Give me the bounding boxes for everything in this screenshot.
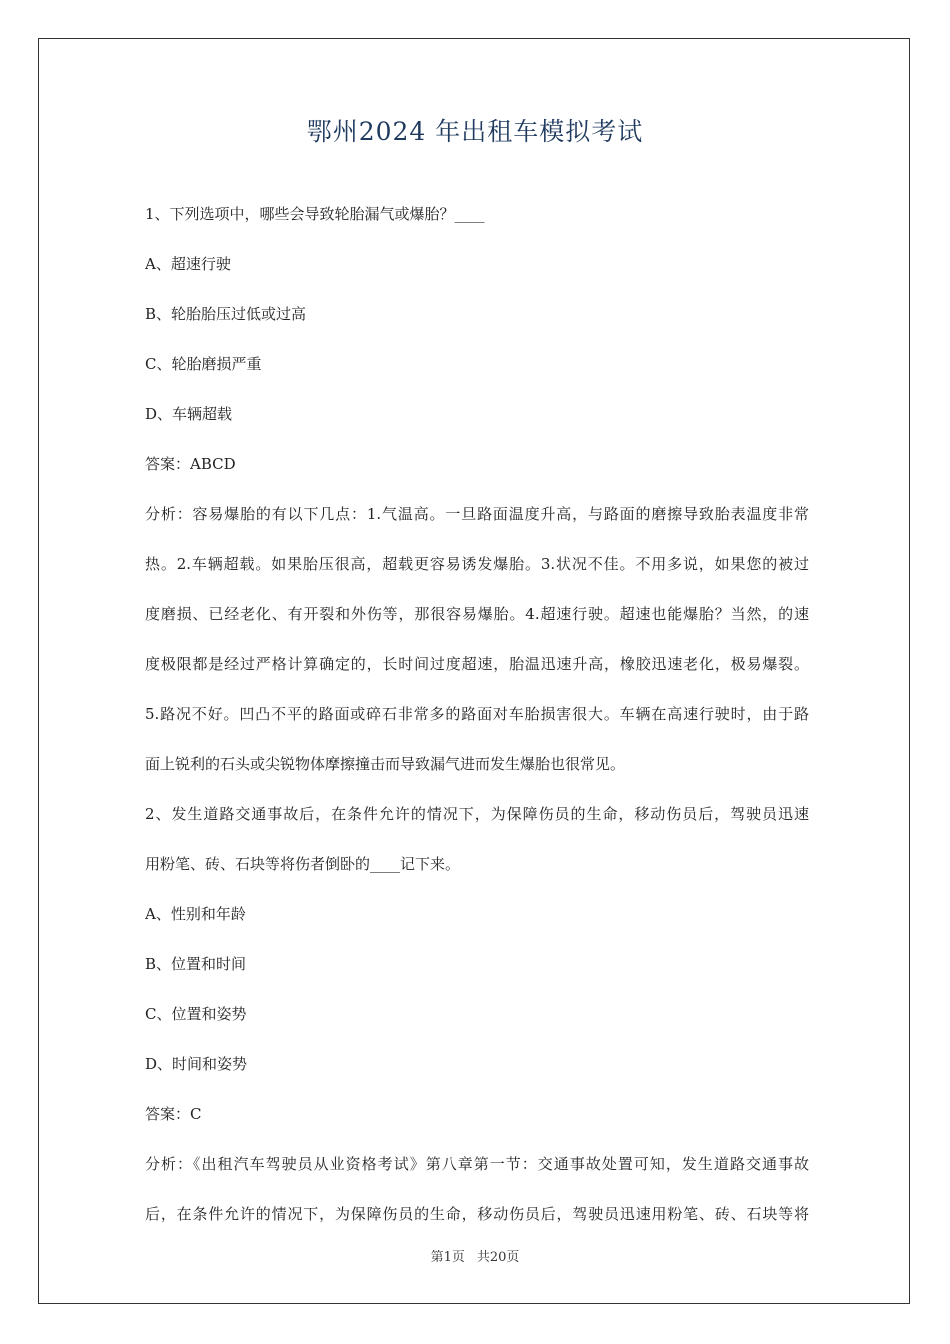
question-1-analysis-line: 5.路况不好。凹凸不平的路面或碎石非常多的路面对车胎损害很大。车辆在高速行驶时，由于路 [145, 705, 809, 723]
page-total: 共20页 [476, 1250, 520, 1265]
question-1-analysis-line: 度磨损、已经老化、有开裂和外伤等，那很容易爆胎。4.超速行驶。超速也能爆胎？当然，的速 [145, 605, 809, 623]
question-2-analysis-line: 后，在条件允许的情况下，为保障伤员的生命，移动伤员后，驾驶员迅速用粉笔、砖、石块等将 [145, 1205, 809, 1223]
document-body [145, 200, 809, 1250]
page-number: 第1页 [430, 1250, 465, 1265]
question-1-analysis-line: 热。2.车辆超载。如果胎压很高，超载更容易诱发爆胎。3.状况不佳。不用多说，如果您的被过 [145, 555, 809, 573]
question-1-option-a: A、超速行驶 [145, 255, 231, 273]
question-1-option-d: D、车辆超载 [145, 405, 233, 423]
question-2-option-a: A、性别和年龄 [145, 905, 246, 923]
question-2-stem: 2、发生道路交通事故后，在条件允许的情况下，为保障伤员的生命，移动伤员后，驾驶员迅速 [145, 805, 809, 823]
question-1-option-c: C、轮胎磨损严重 [145, 355, 262, 373]
question-2-answer: 答案：C [145, 1105, 202, 1123]
document-title: 鄂州2024 年出租车模拟考试 [306, 117, 644, 146]
question-2-analysis-line: 分析：《出租汽车驾驶员从业资格考试》第八章第一节：交通事故处置可知，发生道路交通事故 [145, 1155, 809, 1173]
question-2-option-d: D、时间和姿势 [145, 1055, 248, 1073]
question-2-option-c: C、位置和姿势 [145, 1005, 247, 1023]
question-1-analysis-line: 面上锐利的石头或尖锐物体摩擦撞击而导致漏气进而发生爆胎也很常见。 [145, 755, 626, 773]
question-1-analysis-line: 分析：容易爆胎的有以下几点：1.气温高。一旦路面温度升高，与路面的磨擦导致胎表温度非常 [145, 505, 809, 523]
page-footer [0, 1246, 950, 1265]
question-1-stem: 1、下列选项中，哪些会导致轮胎漏气或爆胎？____ [145, 205, 485, 223]
question-1-option-b: B、轮胎胎压过低或过高 [145, 305, 307, 323]
question-2-option-b: B、位置和时间 [145, 955, 247, 973]
question-1-analysis-line: 度极限都是经过严格计算确定的，长时间过度超速，胎温迅速升高，橡胶迅速老化，极易爆裂。 [145, 655, 809, 673]
question-1-answer: 答案：ABCD [145, 455, 236, 473]
question-2-stem: 用粉笔、砖、石块等将伤者倒卧的____记下来。 [145, 855, 461, 873]
